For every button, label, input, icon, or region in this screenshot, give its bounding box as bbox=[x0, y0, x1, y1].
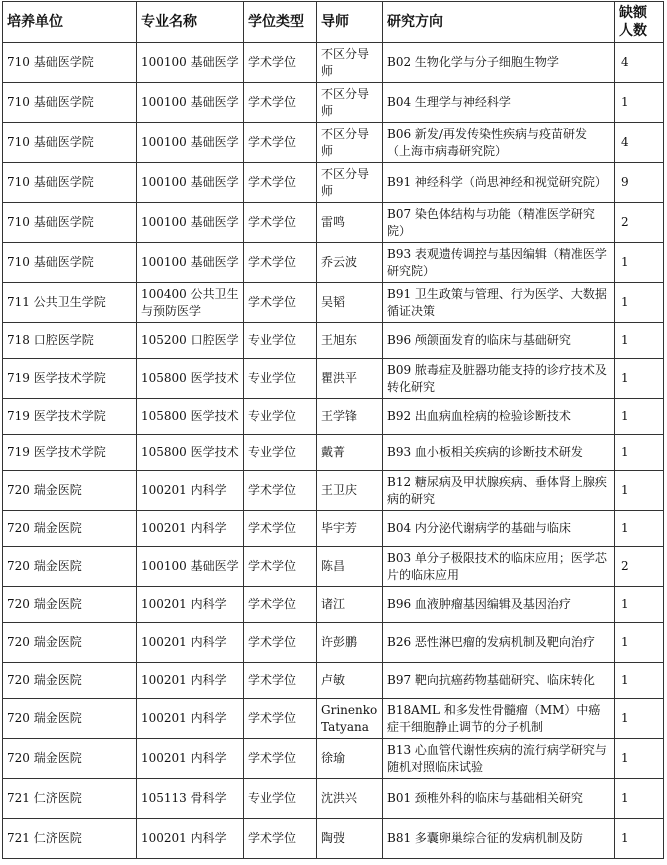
cell-advisor: 不区分导师 bbox=[317, 43, 383, 83]
cell-major: 100400 公共卫生与预防医学 bbox=[137, 283, 244, 323]
cell-research-direction: B97 靶向抗癌药物基础研究、临床转化 bbox=[383, 663, 615, 699]
header-degree-type: 学位类型 bbox=[244, 2, 317, 43]
cell-research-direction: B93 血小板相关疾病的诊断技术研发 bbox=[383, 435, 615, 471]
cell-major: 105200 口腔医学 bbox=[137, 323, 244, 359]
cell-degree-type: 学术学位 bbox=[244, 819, 317, 859]
cell-degree-type: 学术学位 bbox=[244, 471, 317, 511]
cell-quota: 9 bbox=[615, 163, 664, 203]
cell-unit: 719 医学技术学院 bbox=[3, 399, 137, 435]
table-row bbox=[3, 323, 664, 359]
cell-advisor: 许彭鹏 bbox=[317, 623, 383, 663]
table-row bbox=[3, 819, 664, 859]
cell-quota: 1 bbox=[615, 323, 664, 359]
cell-quota: 1 bbox=[615, 663, 664, 699]
cell-degree-type: 学术学位 bbox=[244, 699, 317, 739]
cell-research-direction: B91 卫生政策与管理、行为医学、大数据循证决策 bbox=[383, 283, 615, 323]
cell-degree-type: 学术学位 bbox=[244, 163, 317, 203]
cell-degree-type: 学术学位 bbox=[244, 547, 317, 587]
table-row bbox=[3, 359, 664, 399]
cell-degree-type: 学术学位 bbox=[244, 123, 317, 163]
cell-unit: 719 医学技术学院 bbox=[3, 359, 137, 399]
cell-degree-type: 学术学位 bbox=[244, 739, 317, 779]
cell-major: 100100 基础医学 bbox=[137, 203, 244, 243]
cell-quota: 1 bbox=[615, 471, 664, 511]
cell-advisor: 卢敏 bbox=[317, 663, 383, 699]
cell-unit: 720 瑞金医院 bbox=[3, 663, 137, 699]
cell-unit: 710 基础医学院 bbox=[3, 243, 137, 283]
cell-research-direction: B18AML 和多发性骨髓瘤（MM）中癌症干细胞静止调节的分子机制 bbox=[383, 699, 615, 739]
cell-research-direction: B09 脓毒症及脏器功能支持的诊疗技术及转化研究 bbox=[383, 359, 615, 399]
header-major: 专业名称 bbox=[137, 2, 244, 43]
cell-major: 100100 基础医学 bbox=[137, 547, 244, 587]
cell-advisor: 诸江 bbox=[317, 587, 383, 623]
cell-advisor: 毕宇芳 bbox=[317, 511, 383, 547]
cell-unit: 710 基础医学院 bbox=[3, 43, 137, 83]
cell-unit: 720 瑞金医院 bbox=[3, 623, 137, 663]
cell-degree-type: 专业学位 bbox=[244, 399, 317, 435]
cell-unit: 721 仁济医院 bbox=[3, 779, 137, 819]
table-row bbox=[3, 699, 664, 739]
cell-degree-type: 学术学位 bbox=[244, 203, 317, 243]
cell-advisor: Grinenko Tatyana bbox=[317, 699, 383, 739]
cell-degree-type: 学术学位 bbox=[244, 43, 317, 83]
cell-quota: 1 bbox=[615, 435, 664, 471]
cell-major: 100100 基础医学 bbox=[137, 123, 244, 163]
cell-unit: 720 瑞金医院 bbox=[3, 699, 137, 739]
cell-research-direction: B92 出血病血栓病的检验诊断技术 bbox=[383, 399, 615, 435]
cell-research-direction: B96 颅颌面发育的临床与基础研究 bbox=[383, 323, 615, 359]
cell-major: 100201 内科学 bbox=[137, 663, 244, 699]
cell-quota: 2 bbox=[615, 547, 664, 587]
cell-degree-type: 学术学位 bbox=[244, 587, 317, 623]
cell-advisor: 瞿洪平 bbox=[317, 359, 383, 399]
cell-research-direction: B01 颈椎外科的临床与基础相关研究 bbox=[383, 779, 615, 819]
cell-major: 100100 基础医学 bbox=[137, 43, 244, 83]
cell-quota: 1 bbox=[615, 699, 664, 739]
cell-major: 100100 基础医学 bbox=[137, 163, 244, 203]
cell-degree-type: 专业学位 bbox=[244, 779, 317, 819]
cell-research-direction: B02 生物化学与分子细胞生物学 bbox=[383, 43, 615, 83]
cell-quota: 1 bbox=[615, 399, 664, 435]
table-row bbox=[3, 123, 664, 163]
table-row bbox=[3, 163, 664, 203]
admission-quota-table bbox=[2, 1, 664, 859]
cell-advisor: 陶弢 bbox=[317, 819, 383, 859]
header-quota: 缺额人数 bbox=[615, 2, 664, 43]
cell-degree-type: 学术学位 bbox=[244, 83, 317, 123]
cell-advisor: 王卫庆 bbox=[317, 471, 383, 511]
cell-major: 100201 内科学 bbox=[137, 587, 244, 623]
cell-degree-type: 专业学位 bbox=[244, 323, 317, 359]
table-row bbox=[3, 511, 664, 547]
cell-major: 100201 内科学 bbox=[137, 623, 244, 663]
cell-major: 100100 基础医学 bbox=[137, 243, 244, 283]
cell-advisor: 戴菁 bbox=[317, 435, 383, 471]
cell-quota: 1 bbox=[615, 511, 664, 547]
cell-quota: 1 bbox=[615, 359, 664, 399]
header-advisor: 导师 bbox=[317, 2, 383, 43]
table-row bbox=[3, 43, 664, 83]
cell-research-direction: B93 表观遗传调控与基因编辑（精准医学研究院） bbox=[383, 243, 615, 283]
cell-unit: 710 基础医学院 bbox=[3, 123, 137, 163]
cell-advisor: 吴韬 bbox=[317, 283, 383, 323]
header-unit: 培养单位 bbox=[3, 2, 137, 43]
table-row bbox=[3, 399, 664, 435]
cell-advisor: 乔云波 bbox=[317, 243, 383, 283]
cell-major: 100201 内科学 bbox=[137, 699, 244, 739]
cell-major: 100201 内科学 bbox=[137, 511, 244, 547]
cell-advisor: 陈昌 bbox=[317, 547, 383, 587]
cell-degree-type: 学术学位 bbox=[244, 283, 317, 323]
cell-advisor: 雷鸣 bbox=[317, 203, 383, 243]
cell-quota: 1 bbox=[615, 779, 664, 819]
cell-quota: 2 bbox=[615, 203, 664, 243]
cell-advisor: 不区分导师 bbox=[317, 163, 383, 203]
cell-advisor: 不区分导师 bbox=[317, 83, 383, 123]
cell-quota: 1 bbox=[615, 819, 664, 859]
cell-unit: 720 瑞金医院 bbox=[3, 547, 137, 587]
cell-unit: 711 公共卫生学院 bbox=[3, 283, 137, 323]
cell-major: 100201 内科学 bbox=[137, 471, 244, 511]
cell-advisor: 徐瑜 bbox=[317, 739, 383, 779]
cell-unit: 710 基础医学院 bbox=[3, 203, 137, 243]
table-row bbox=[3, 471, 664, 511]
table-row bbox=[3, 623, 664, 663]
cell-advisor: 王学锋 bbox=[317, 399, 383, 435]
cell-degree-type: 学术学位 bbox=[244, 623, 317, 663]
cell-quota: 1 bbox=[615, 243, 664, 283]
table-row bbox=[3, 779, 664, 819]
header-research-direction: 研究方向 bbox=[383, 2, 615, 43]
cell-major: 100100 基础医学 bbox=[137, 83, 244, 123]
cell-major: 100201 内科学 bbox=[137, 739, 244, 779]
cell-research-direction: B03 单分子极限技术的临床应用；医学芯片的临床应用 bbox=[383, 547, 615, 587]
cell-research-direction: B07 染色体结构与功能（精准医学研究院） bbox=[383, 203, 615, 243]
cell-research-direction: B26 恶性淋巴瘤的发病机制及靶向治疗 bbox=[383, 623, 615, 663]
cell-research-direction: B12 糖尿病及甲状腺疾病、垂体肾上腺疾病的研究 bbox=[383, 471, 615, 511]
cell-research-direction: B04 生理学与神经科学 bbox=[383, 83, 615, 123]
cell-unit: 710 基础医学院 bbox=[3, 163, 137, 203]
cell-advisor: 王旭东 bbox=[317, 323, 383, 359]
cell-quota: 1 bbox=[615, 587, 664, 623]
cell-major: 105113 骨科学 bbox=[137, 779, 244, 819]
cell-research-direction: B96 血液肿瘤基因编辑及基因治疗 bbox=[383, 587, 615, 623]
cell-advisor: 沈洪兴 bbox=[317, 779, 383, 819]
cell-degree-type: 学术学位 bbox=[244, 663, 317, 699]
cell-unit: 720 瑞金医院 bbox=[3, 587, 137, 623]
cell-degree-type: 学术学位 bbox=[244, 511, 317, 547]
cell-quota: 1 bbox=[615, 283, 664, 323]
table-row bbox=[3, 435, 664, 471]
cell-quota: 1 bbox=[615, 83, 664, 123]
table-row bbox=[3, 739, 664, 779]
cell-research-direction: B04 内分泌代谢病学的基础与临床 bbox=[383, 511, 615, 547]
table-row bbox=[3, 283, 664, 323]
cell-major: 105800 医学技术 bbox=[137, 435, 244, 471]
cell-quota: 4 bbox=[615, 123, 664, 163]
cell-unit: 720 瑞金医院 bbox=[3, 511, 137, 547]
cell-major: 105800 医学技术 bbox=[137, 359, 244, 399]
cell-degree-type: 专业学位 bbox=[244, 435, 317, 471]
cell-quota: 4 bbox=[615, 43, 664, 83]
table-row bbox=[3, 83, 664, 123]
cell-unit: 721 仁济医院 bbox=[3, 819, 137, 859]
cell-unit: 720 瑞金医院 bbox=[3, 739, 137, 779]
table-row bbox=[3, 587, 664, 623]
cell-unit: 710 基础医学院 bbox=[3, 83, 137, 123]
cell-unit: 720 瑞金医院 bbox=[3, 471, 137, 511]
cell-research-direction: B06 新发/再发传染性疾病与疫苗研发（上海市病毒研究院） bbox=[383, 123, 615, 163]
table-row bbox=[3, 663, 664, 699]
cell-unit: 719 医学技术学院 bbox=[3, 435, 137, 471]
cell-research-direction: B91 神经科学（尚思神经和视觉研究院） bbox=[383, 163, 615, 203]
cell-major: 105800 医学技术 bbox=[137, 399, 244, 435]
cell-research-direction: B13 心血管代谢性疾病的流行病学研究与随机对照临床试验 bbox=[383, 739, 615, 779]
cell-research-direction: B81 多囊卵巢综合征的发病机制及防 bbox=[383, 819, 615, 859]
cell-quota: 1 bbox=[615, 739, 664, 779]
table-row bbox=[3, 243, 664, 283]
cell-major: 100201 内科学 bbox=[137, 819, 244, 859]
table-row bbox=[3, 203, 664, 243]
cell-unit: 718 口腔医学院 bbox=[3, 323, 137, 359]
cell-degree-type: 专业学位 bbox=[244, 359, 317, 399]
cell-quota: 1 bbox=[615, 623, 664, 663]
table-row bbox=[3, 547, 664, 587]
cell-advisor: 不区分导师 bbox=[317, 123, 383, 163]
table-header-row bbox=[3, 2, 664, 43]
cell-degree-type: 学术学位 bbox=[244, 243, 317, 283]
